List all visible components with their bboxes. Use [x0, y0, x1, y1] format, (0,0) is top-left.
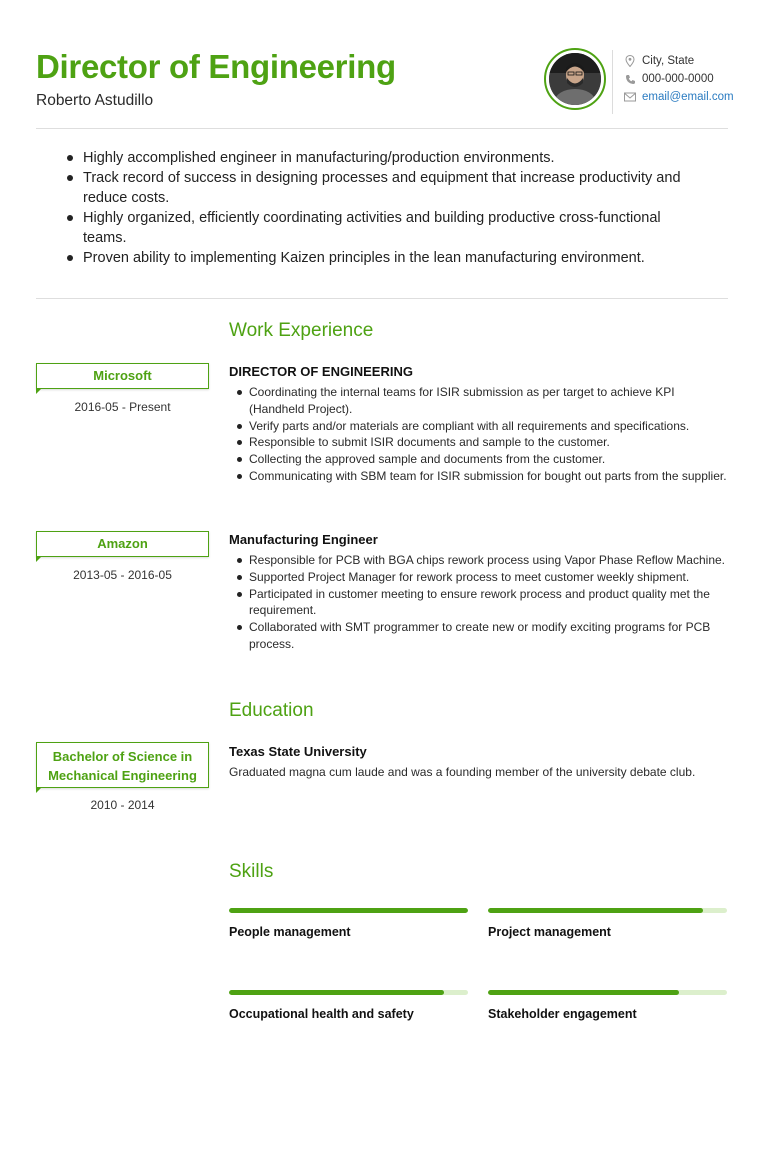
education-description: Graduated magna cum laude and was a founding member of the university debate club.: [229, 765, 696, 779]
skill-item: [488, 990, 727, 1021]
contact-email[interactable]: [624, 88, 734, 106]
education-dates: 2010 - 2014: [90, 798, 155, 812]
contact-phone: [624, 70, 734, 88]
envelope-icon: [624, 91, 636, 103]
job-bullet: Supported Project Manager for rework process to meet customer weekly shipment.: [229, 569, 729, 586]
avatar: [544, 48, 606, 110]
skill-item: [229, 990, 468, 1021]
school-name: Texas State University: [229, 744, 367, 759]
job-entry-microsoft: [229, 364, 729, 485]
contact-info: [624, 52, 734, 106]
skill-level-bar: [229, 990, 468, 995]
candidate-name: Roberto Astudillo: [36, 92, 154, 109]
phone-icon: [624, 73, 636, 85]
job-dates: 2013-05 - 2016-05: [73, 568, 172, 582]
skill-item: [229, 908, 468, 939]
job-bullet: Responsible for PCB with BGA chips rework process using Vapor Phase Reflow Machine.: [229, 552, 729, 569]
job-bullet: Collecting the approved sample and documents from the customer.: [229, 451, 729, 468]
education-heading: Education: [229, 700, 314, 721]
skill-item: [488, 908, 727, 939]
resume-header: [36, 44, 734, 130]
skill-level-bar: [229, 908, 468, 913]
company-tag-microsoft: Microsoft: [36, 363, 209, 389]
skill-level-bar: [488, 908, 727, 913]
professional-summary: [62, 148, 682, 268]
job-title-text: DIRECTOR OF ENGINEERING: [229, 364, 413, 379]
job-bullet: Responsible to submit ISIR documents and sample to the customer.: [229, 434, 729, 451]
skill-name: Project management: [488, 925, 611, 939]
job-bullet: Coordinating the internal teams for ISIR submission as per target to achieve KPI (Handheld Project).: [229, 384, 729, 418]
skill-level-bar: [488, 990, 727, 995]
location-pin-icon: [624, 55, 636, 67]
summary-item: Highly accomplished engineer in manufacturing/production environments.: [62, 148, 682, 168]
skill-name: Occupational health and safety: [229, 1007, 414, 1021]
education-entry: [229, 744, 729, 781]
job-bullet: Collaborated with SMT programmer to create new or modify exciting programs for PCB process.: [229, 619, 729, 653]
profile-photo-graphic: [549, 53, 601, 105]
phone-text: 000-000-0000: [642, 73, 714, 85]
skill-level-fill: [488, 990, 679, 995]
work-experience-heading: Work Experience: [229, 320, 374, 341]
skills-heading: Skills: [229, 861, 274, 882]
header-separator: [36, 128, 728, 129]
profile-photo: [549, 53, 601, 105]
skill-level-fill: [229, 908, 468, 913]
skill-level-fill: [229, 990, 444, 995]
skill-name: People management: [229, 925, 351, 939]
location-text: City, State: [642, 55, 695, 67]
job-entry-amazon: [229, 532, 729, 653]
company-tag-amazon: Amazon: [36, 531, 209, 557]
job-title-text: Manufacturing Engineer: [229, 532, 378, 547]
skill-level-fill: [488, 908, 703, 913]
skill-name: Stakeholder engagement: [488, 1007, 637, 1021]
contact-location: [624, 52, 734, 70]
summary-separator: [36, 298, 728, 299]
job-bullets: [229, 384, 729, 485]
summary-item: Highly organized, efficiently coordinating activities and building productive cross-functional teams.: [62, 208, 682, 248]
email-link[interactable]: email@email.com: [642, 91, 734, 103]
job-bullet: Communicating with SBM team for ISIR submission for bought out parts from the supplier.: [229, 468, 729, 485]
job-bullet: Participated in customer meeting to ensure rework process and product quality met the requirement.: [229, 586, 729, 620]
summary-item: Track record of success in designing processes and equipment that increase productivity and reduce costs.: [62, 168, 682, 208]
job-bullet: Verify parts and/or materials are compliant with all requirements and specifications.: [229, 418, 729, 435]
summary-item: Proven ability to implementing Kaizen principles in the lean manufacturing environment.: [62, 248, 682, 268]
header-divider: [612, 50, 613, 114]
job-dates: 2016-05 - Present: [74, 400, 171, 414]
job-title: Director of Engineering: [36, 48, 396, 85]
degree-tag: Bachelor of Science in Mechanical Engineering: [36, 742, 209, 788]
job-bullets: [229, 552, 729, 653]
